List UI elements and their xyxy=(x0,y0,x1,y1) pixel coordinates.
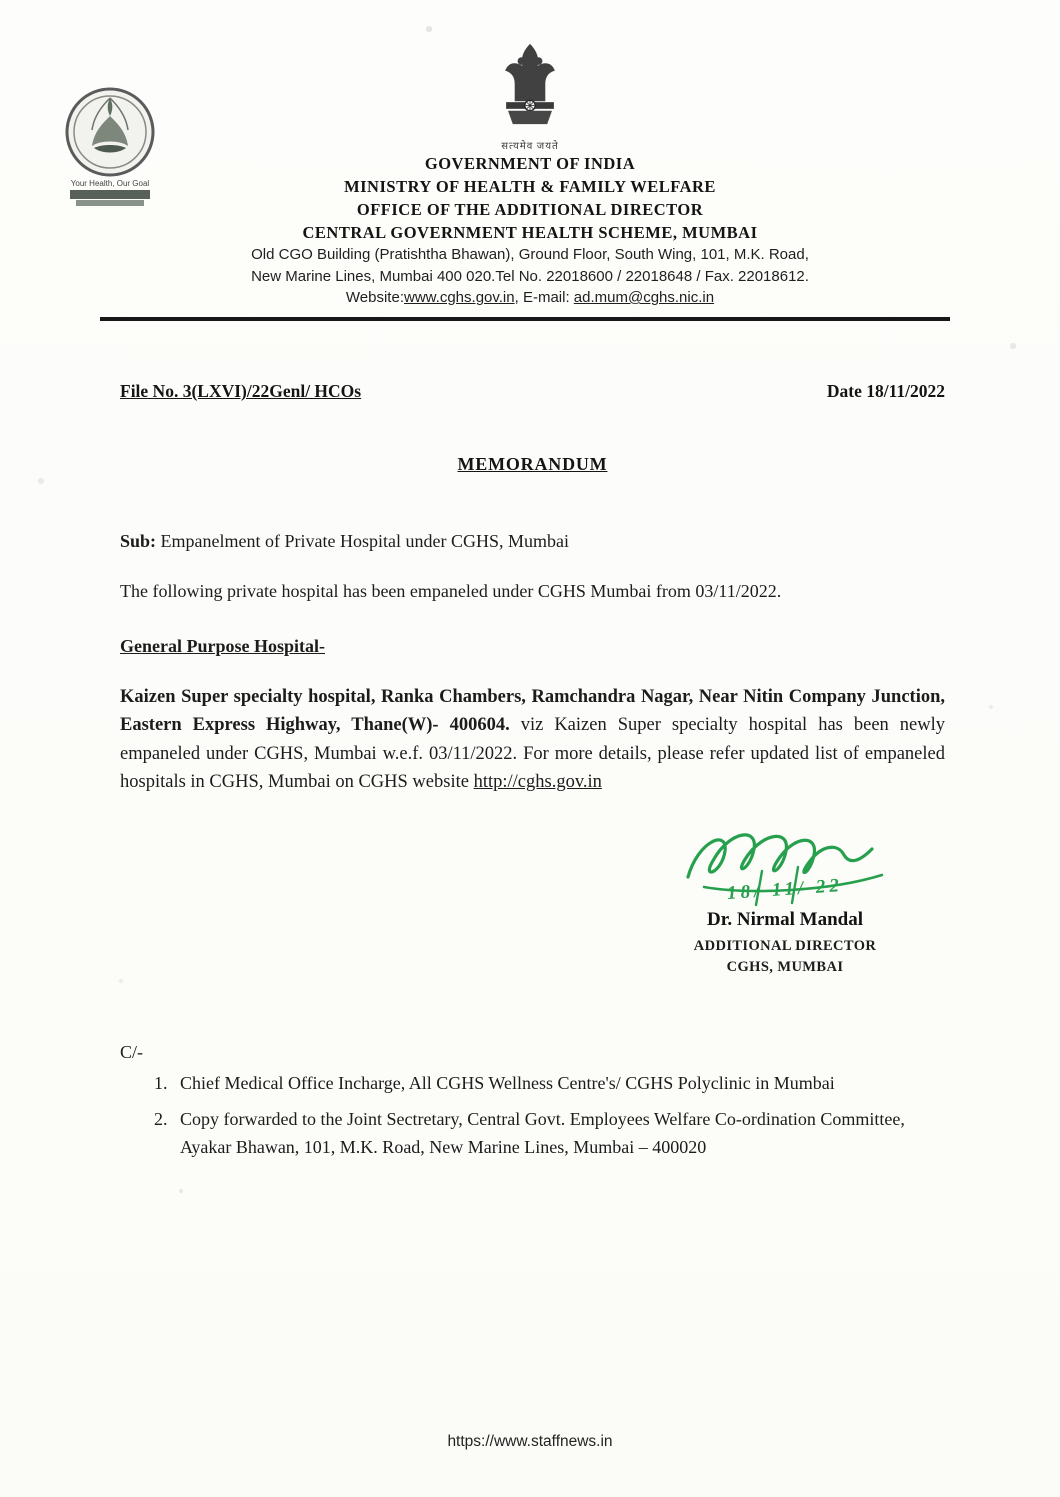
meta-row xyxy=(120,381,945,402)
signature-date-handwritten: 18/ 11/ 22 xyxy=(726,874,844,904)
signature-block xyxy=(625,821,945,976)
copy-to-list xyxy=(150,1069,945,1161)
copy-to-section xyxy=(120,1042,945,1161)
memo-body xyxy=(0,381,1060,1161)
cghs-logo-band xyxy=(70,190,150,199)
hospital-details: viz Kaizen Super specialty hospital has been newly empaneled under CGHS, Mumbai w.e.f. 03/11/2022. For more details, please refer updated list of empaneled hospitals in CGHS, Mumbai on CGHS website xyxy=(120,715,945,792)
contact-line xyxy=(0,289,1060,306)
subject-label: Sub: xyxy=(120,531,157,551)
letterhead-divider xyxy=(100,317,950,321)
address-line-1: Old CGO Building (Pratishtha Bhawan), Ground Floor, South Wing, 101, M.K. Road, xyxy=(251,246,809,263)
copy-to-item xyxy=(172,1069,945,1097)
org-name-line-2: MINISTRY OF HEALTH & FAMILY WELFARE xyxy=(344,177,716,196)
website-label: Website: xyxy=(345,289,404,306)
email-label: , E-mail: xyxy=(514,289,574,306)
org-name-line-3: OFFICE OF THE ADDITIONAL DIRECTOR xyxy=(356,200,704,219)
email-link: ad.mum@cghs.nic.in xyxy=(573,289,715,306)
subject-line xyxy=(120,531,945,552)
signatory-name: Dr. Nirmal Mandal xyxy=(706,908,864,930)
signatory-organisation: CGHS, MUMBAI xyxy=(726,958,844,975)
hospital-paragraph xyxy=(120,683,945,797)
signatory-designation: ADDITIONAL DIRECTOR xyxy=(693,937,877,954)
hospital-name-address: Kaizen Super specialty hospital, Ranka Chambers, Ramchandra Nagar, Near Nitin Company Junction, Eastern Express Highway, Thane(W)- 400604. xyxy=(120,686,945,735)
copy-to-item-text: Chief Medical Office Incharge, All CGHS Wellness Centre's/ CGHS Polyclinic in Mumbai xyxy=(180,1072,835,1093)
source-watermark: https://www.staffnews.in xyxy=(447,1433,613,1450)
memo-title: MEMORANDUM xyxy=(457,454,608,474)
address-line-2: New Marine Lines, Mumbai 400 020.Tel No. 22018600 / 22018648 / Fax. 22018612. xyxy=(251,267,809,285)
cghs-logo-icon xyxy=(64,86,156,178)
copy-to-label: C/- xyxy=(120,1041,144,1062)
cghs-logo-band-2 xyxy=(76,200,144,206)
scan-noise xyxy=(0,0,2,2)
section-heading: General Purpose Hospital- xyxy=(120,635,325,656)
file-number: File No. 3(LXVI)/22Genl/ HCOs xyxy=(120,381,362,401)
cghs-website-link: http://cghs.gov.in xyxy=(473,772,602,792)
cghs-logo xyxy=(60,86,160,206)
copy-to-item-text: Copy forwarded to the Joint Sectretary, Central Govt. Employees Welfare Co-ordination Committee, Ayakar Bhawan, 101, M.K. Road, New Marine Lines, Mumbai – 400020 xyxy=(180,1108,905,1157)
intro-paragraph: The following private hospital has been empaneled under CGHS Mumbai from 03/11/2022. xyxy=(120,581,782,601)
emblem-motto: सत्यमेव जयते xyxy=(501,141,559,152)
subject-text: Empanelment of Private Hospital under CGHS, Mumbai xyxy=(160,531,569,551)
org-name-line-4: CENTRAL GOVERNMENT HEALTH SCHEME, MUMBAI xyxy=(302,223,758,242)
copy-to-item xyxy=(172,1105,945,1161)
org-name-line-1: GOVERNMENT OF INDIA xyxy=(424,154,636,173)
india-emblem-icon xyxy=(487,36,573,132)
cghs-logo-caption: Your Health, Our Goal xyxy=(70,179,150,188)
website-link: www.cghs.gov.in xyxy=(404,289,515,306)
memo-date: Date 18/11/2022 xyxy=(826,381,945,401)
